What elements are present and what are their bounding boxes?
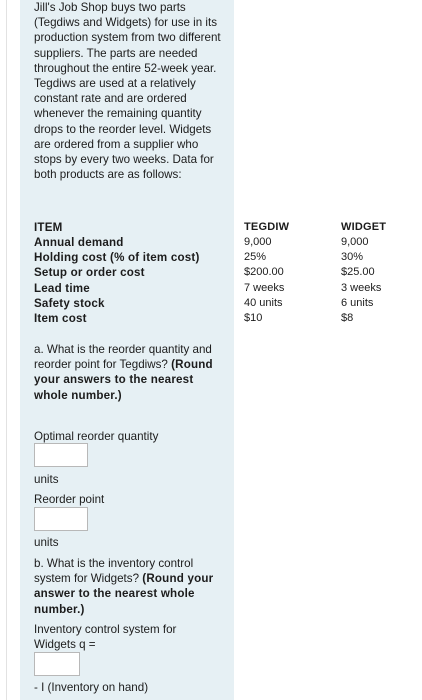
left-divider (6, 0, 7, 700)
cell-widget-holding-cost: 30% (341, 251, 364, 263)
reorder-point-label: Reorder point (34, 493, 105, 506)
cell-widget-safety-stock: 6 units (341, 297, 374, 309)
problem-intro: Jill's Job Shop buys two parts (Tegdiws and Widgets) for use in its production system from two different suppliers. The parts are needed throughout the entire 52-week year. Tegdiws are used at a relatively constant rate and are ordered whenever the remaining quantity drops to the reorder level. Widgets are ordered from a supplier who stops by every two weeks. Data for both products are as follows: (34, 1, 221, 182)
cell-tegdiw-safety-stock: 40 units (244, 297, 283, 309)
optimal-reorder-quantity-input[interactable] (34, 443, 88, 467)
cell-widget-setup-cost: $25.00 (341, 266, 375, 278)
inventory-control-input[interactable] (34, 652, 80, 676)
cell-tegdiw-setup-cost: $200.00 (244, 266, 284, 278)
row-label-holding-cost: Holding cost (% of item cost) (34, 251, 200, 264)
inventory-control-label: Inventory control system for Widgets q = (34, 623, 177, 652)
cell-tegdiw-holding-cost: 25% (244, 251, 267, 263)
row-label-lead-time: Lead time (34, 282, 90, 295)
reorder-point-input[interactable] (34, 507, 88, 531)
table-header-item: ITEM (34, 221, 63, 234)
row-label-safety-stock: Safety stock (34, 297, 105, 310)
row-label-setup-cost: Setup or order cost (34, 266, 145, 279)
cell-tegdiw-annual-demand: 9,000 (244, 236, 272, 248)
table-header-tegdiw: TEGDIW (244, 221, 290, 233)
table-header-widget: WIDGET (341, 221, 387, 233)
reorder-point-unit: units (34, 536, 59, 549)
part-a-rounding-note: (Round your answers to the nearest whole number.) (34, 358, 213, 402)
part-b-rounding-note: (Round your answer to the nearest whole number.) (34, 572, 214, 616)
cell-tegdiw-item-cost: $10 (244, 312, 263, 324)
part-b-question-text: b. What is the inventory control system for Widgets? (34, 557, 194, 586)
cell-tegdiw-lead-time: 7 weeks (244, 282, 285, 294)
cell-widget-item-cost: $8 (341, 312, 354, 324)
inventory-on-hand-suffix: - I (Inventory on hand) (34, 681, 149, 694)
part-a-question (34, 342, 226, 403)
reorder-quantity-unit: units (34, 473, 59, 486)
cell-widget-annual-demand: 9,000 (341, 236, 369, 248)
row-label-item-cost: Item cost (34, 312, 87, 325)
cell-widget-lead-time: 3 weeks (341, 282, 382, 294)
part-a-question-text: a. What is the reorder quantity and reorder point for Tegdiws? (34, 343, 212, 372)
optimal-reorder-quantity-label: Optimal reorder quantity (34, 430, 159, 443)
row-label-annual-demand: Annual demand (34, 236, 124, 249)
part-b-question (34, 556, 226, 617)
